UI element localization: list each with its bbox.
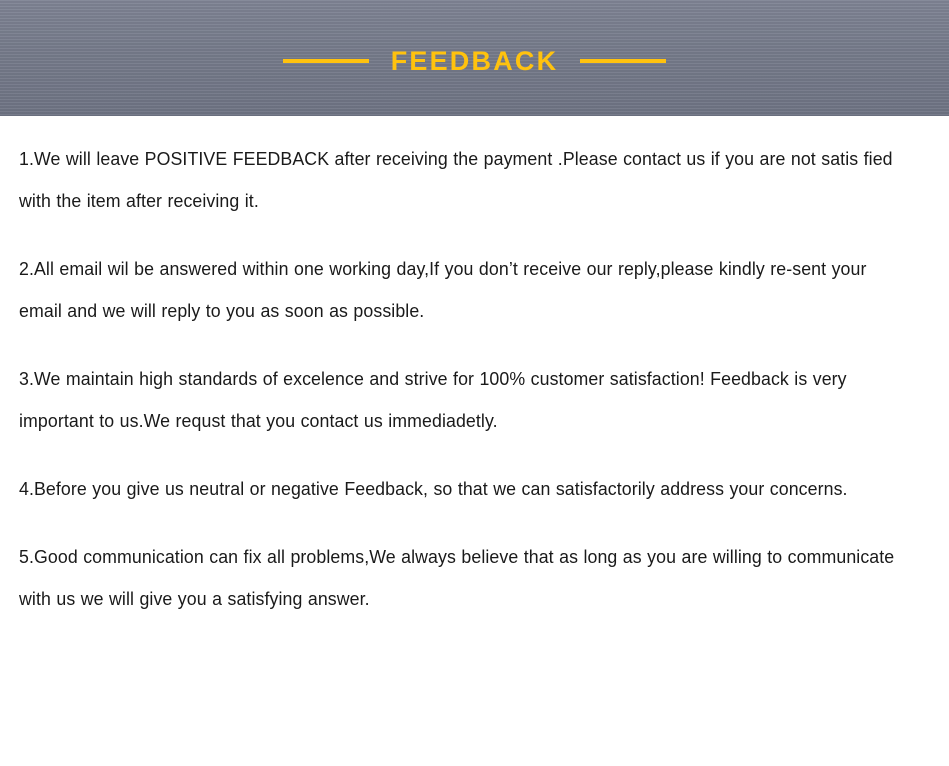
feedback-banner: [0, 0, 949, 116]
page-title: FEEDBACK: [390, 45, 559, 76]
feedback-item-4: [19, 468, 931, 510]
feedback-item-2-text: 2.All email wil be answered within one working day,If you don’t receive our reply,please kindly re-sent your email and we will reply to you as soon as possible.: [19, 258, 867, 321]
feedback-item-4-text: 4.Before you give us neutral or negative Feedback, so that we can satisfactorily address your concerns.: [19, 478, 848, 499]
feedback-item-3: [19, 358, 931, 442]
feedback-item-1: [19, 138, 931, 222]
feedback-item-3-text: 3.We maintain high standards of excelence and strive for 100% customer satisfaction! Feedback is very important to us.We requst that you contact us immediadetly.: [19, 368, 847, 431]
feedback-item-5: [19, 536, 931, 620]
right-rule-icon: [580, 59, 666, 63]
feedback-item-2: [19, 248, 931, 332]
left-rule-icon: [283, 59, 369, 63]
feedback-content: [0, 116, 949, 620]
feedback-item-1-text: 1.We will leave POSITIVE FEEDBACK after receiving the payment .Please contact us if you are not satis fied with the item after receiving it.: [19, 148, 893, 211]
feedback-item-5-text: 5.Good communication can fix all problems,We always believe that as long as you are willing to communicate with us we will give you a satisfying answer.: [19, 546, 895, 609]
banner-title-group: [283, 45, 667, 76]
